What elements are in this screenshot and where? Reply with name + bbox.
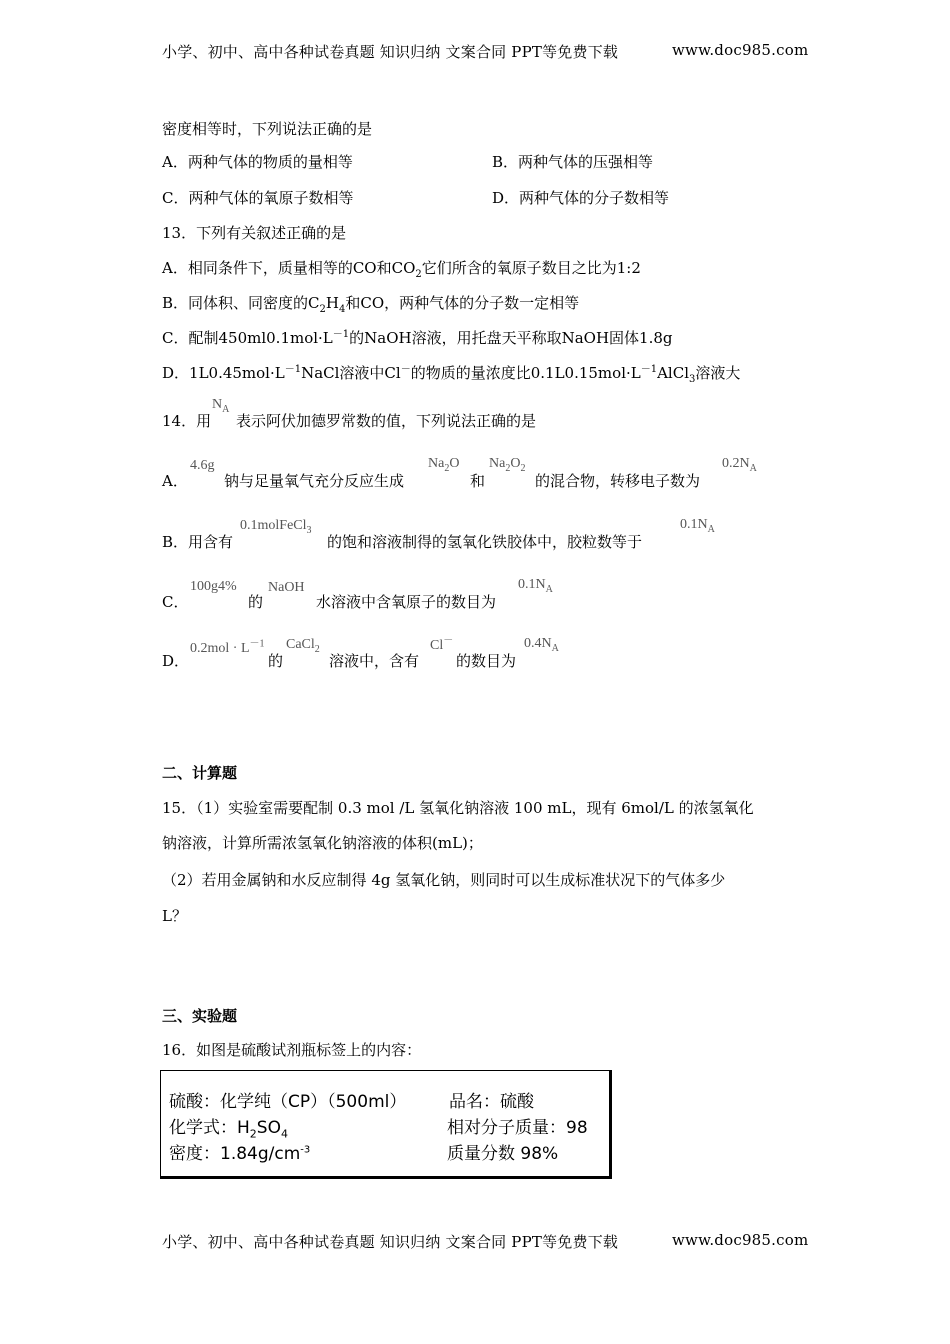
label-product-name: 品名：硫酸 — [449, 1092, 534, 1112]
q14-d-of: 的 — [268, 652, 284, 670]
q14-b-formula: 0.1molFeCl$_3$ — [240, 518, 312, 536]
q14-c-of: 的 — [248, 593, 264, 611]
reagent-label-box — [160, 1070, 612, 1179]
q14-a-and: 和 — [470, 472, 486, 490]
q14-a-text1: 钠与足量氧气充分反应生成 — [224, 472, 405, 490]
q14-d-text1: 溶液中，含有 — [329, 652, 420, 670]
page-header-url[interactable]: www.doc985.com — [672, 41, 809, 59]
q13-stem: 13．下列有关叙述正确的是 — [162, 224, 347, 242]
q14-a-text2: 的混合物，转移电子数为 — [535, 472, 701, 490]
q14-c-formula: NaOH — [268, 580, 305, 595]
q12-option-d: D．两种气体的分子数相等 — [492, 189, 670, 207]
q12-option-b: B．两种气体的压强相等 — [492, 153, 654, 171]
label-reagent-grade: 硫酸：化学纯（CP）（500ml） — [169, 1092, 407, 1112]
label-formula: 化学式：$H_2SO_4$ — [169, 1118, 288, 1141]
q14-option-d-label: D． — [162, 652, 190, 670]
q14-na-symbol: $N_A$ — [212, 397, 230, 415]
q14-b-value: $0.1N_A$ — [680, 517, 715, 535]
q14-a-formula2: $Na_2O_2$ — [489, 456, 526, 474]
label-molar-mass: 相对分子质量：98 — [447, 1118, 588, 1138]
section-2-title: 二、计算题 — [162, 764, 238, 782]
q16-stem: 16．如图是硫酸试剂瓶标签上的内容： — [162, 1041, 422, 1059]
q14-a-mass: 4.6g — [190, 458, 215, 473]
q14-stem-rest: 表示阿伏加德罗常数的值，下列说法正确的是 — [236, 412, 537, 430]
q14-option-a-label: A． — [162, 472, 188, 490]
q14-d-concentration: $0.2mol \cdot L^{-1}$ — [190, 638, 265, 656]
q12-option-c: C．两种气体的氧原子数相等 — [162, 189, 354, 207]
q14-stem-prefix: 14．用 — [162, 412, 212, 430]
label-mass-fraction: 质量分数 98% — [447, 1144, 559, 1164]
q14-d-text2: 的数目为 — [456, 652, 517, 670]
q15-line3: （2）若用金属钠和水反应制得 4g 氢氧化钠，则同时可以生成标准状况下的气体多少 — [162, 871, 726, 889]
page-footer-url[interactable]: www.doc985.com — [672, 1231, 809, 1249]
q14-a-formula1: $Na_2O$ — [428, 456, 460, 474]
q14-b-text: 的饱和溶液制得的氢氧化铁胶体中，胶粒数等于 — [327, 533, 643, 551]
q14-c-mass: 100g4% — [190, 579, 237, 594]
q15-line4: L？ — [162, 907, 187, 925]
q13-option-b: B．同体积、同密度的$C_2H_4$和CO，两种气体的分子数一定相等 — [162, 294, 580, 315]
q14-d-value: $0.4N_A$ — [524, 636, 559, 654]
q14-c-value: $0.1N_A$ — [518, 577, 553, 595]
q12-continuation: 密度相等时，下列说法正确的是 — [162, 120, 373, 138]
q12-option-a: A．两种气体的物质的量相等 — [162, 153, 353, 171]
page-header-text: 小学、初中、高中各种试卷真题 知识归纳 文案合同 PPT等免费下载 — [162, 43, 619, 61]
q13-option-a: A．相同条件下，质量相等的CO和$CO_2$它们所含的氧原子数目之比为1:2 — [162, 259, 641, 280]
q14-option-b-label: B．用含有 — [162, 533, 234, 551]
q13-option-d: D．$1L0.45mol\cdot L^{-1}NaCl$溶液中Cl－的物质的量浓度比$0.1L0.15mol\cdot L^{-1}AlCl_3$溶液大 — [162, 364, 741, 385]
label-density: 密度：$1.84g/cm^{-3}$ — [169, 1144, 311, 1164]
section-3-title: 三、实验题 — [162, 1007, 238, 1025]
page-footer-text: 小学、初中、高中各种试卷真题 知识归纳 文案合同 PPT等免费下载 — [162, 1233, 619, 1251]
q14-d-ion: Cl－ — [430, 635, 454, 653]
q14-c-text: 水溶液中含氧原子的数目为 — [316, 593, 497, 611]
q14-option-c-label: C． — [162, 593, 189, 611]
q13-option-c: C．配制$450ml0.1mol\cdot L^{-1}$的NaOH溶液，用托盘天平称取NaOH固体1.8g — [162, 329, 673, 347]
q15-line1: 15．（1）实验室需要配制 0.3 mol /L 氢氧化钠溶液 100 mL，现有 6mol/L 的浓氢氧化 — [162, 799, 754, 817]
q15-line2: 钠溶液，计算所需浓氢氧化钠溶液的体积(mL)； — [162, 834, 483, 852]
q14-a-value: $0.2N_A$ — [722, 456, 757, 474]
q14-d-formula: CaCl$_2$ — [286, 637, 320, 655]
